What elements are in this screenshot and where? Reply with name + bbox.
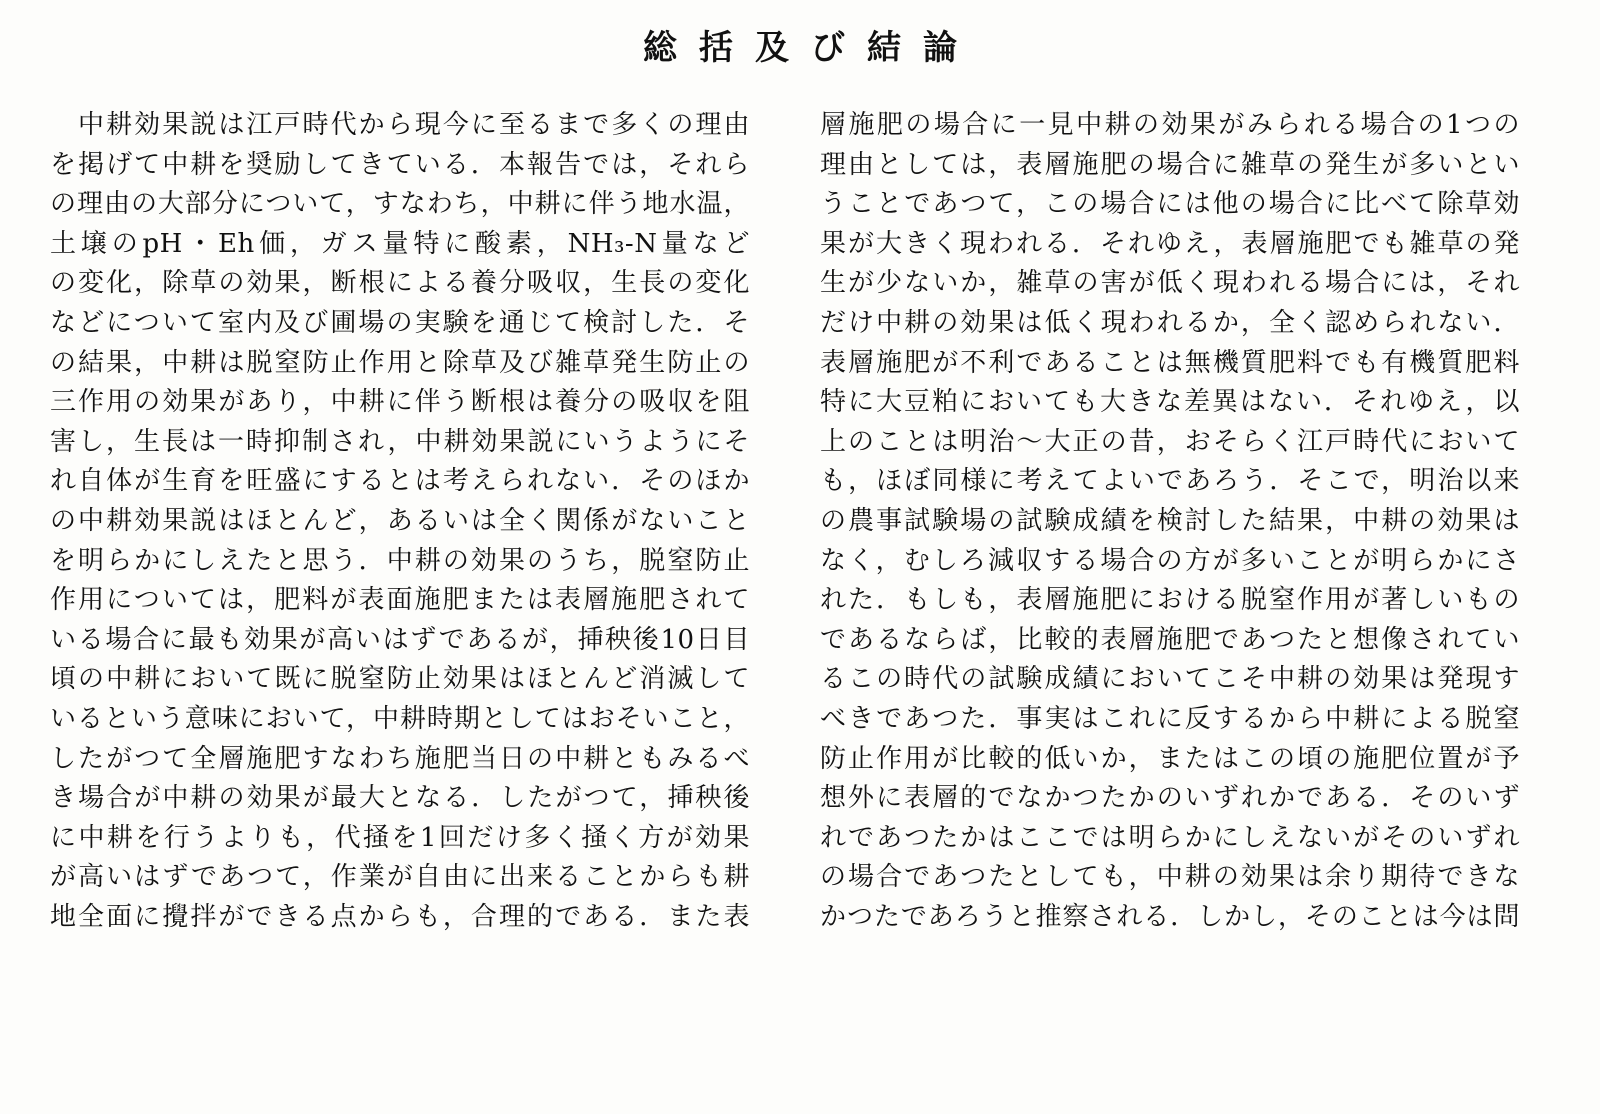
text-line: 中耕効果説は江戸時代から現今に至るまで多くの理由 — [50, 110, 750, 140]
text-line: が高いはずであつて，作業が自由に出来ることからも耕 — [50, 862, 750, 893]
text-line: などについて室内及び圃場の実験を通じて検討した．そ — [50, 307, 750, 338]
text-line: 害し，生長は一時抑制され，中耕効果説にいうようにそ — [50, 426, 750, 457]
text-line: だけ中耕の効果は低く現われるか，全く認められない． — [820, 307, 1520, 338]
left-text-column — [50, 106, 750, 937]
text-line: 層施肥の場合に一見中耕の効果がみられる場合の1つの — [820, 110, 1520, 140]
text-line: も，ほぼ同様に考えてよいであろう．そこで，明治以来 — [820, 466, 1520, 497]
text-line: れた．もしも，表層施肥における脱窒作用が著しいもの — [820, 585, 1520, 616]
text-line: に中耕を行うよりも，代掻を1回だけ多く掻く方が効果 — [50, 822, 750, 853]
text-line: 頃の中耕において既に脱窒防止効果はほとんど消滅して — [50, 664, 750, 695]
text-line: き場合が中耕の効果が最大となる．したがつて，挿秧後 — [50, 783, 750, 814]
text-line: 生が少ないか，雑草の害が低く現われる場合には，それ — [820, 268, 1520, 299]
text-line: の結果，中耕は脱窒防止作用と除草及び雑草発生防止の — [50, 347, 750, 378]
text-line: いる場合に最も効果が高いはずであるが，挿秧後10日目 — [50, 624, 750, 655]
text-line: れであつたかはここでは明らかにしえないがそのいずれ — [820, 822, 1520, 853]
text-line: の変化，除草の効果，断根による養分吸収，生長の変化 — [50, 268, 750, 299]
text-line: 防止作用が比較的低いか，またはこの頃の施肥位置が予 — [820, 743, 1520, 774]
text-line: るこの時代の試験成績においてこそ中耕の効果は発現す — [820, 664, 1520, 695]
text-line: の農事試験場の試験成績を検討した結果，中耕の効果は — [820, 505, 1520, 536]
text-line: 想外に表層的でなかつたかのいずれかである．そのいず — [820, 783, 1520, 814]
text-line: 果が大きく現われる．それゆえ，表層施肥でも雑草の発 — [820, 228, 1520, 259]
text-line: 土壌のpH・Eh価，ガス量特に酸素，NH₃-N量など — [50, 228, 750, 259]
text-line: の理由の大部分について，すなわち，中耕に伴う地水温， — [50, 189, 750, 220]
text-line: かつたであろうと推察される．しかし，そのことは今は問 — [820, 901, 1520, 932]
text-line: 特に大豆粕においても大きな差異はない．それゆえ，以 — [820, 387, 1520, 418]
text-line: いるという意味において，中耕時期としてはおそいこと， — [50, 703, 750, 734]
text-line: うことであつて，この場合には他の場合に比べて除草効 — [820, 189, 1520, 220]
text-line: 上のことは明治～大正の昔，おそらく江戸時代において — [820, 426, 1520, 457]
text-line: であるならば，比較的表層施肥であつたと想像されてい — [820, 624, 1520, 655]
right-text-column — [820, 106, 1520, 937]
text-line: 表層施肥が不利であることは無機質肥料でも有機質肥料 — [820, 347, 1520, 378]
text-line: べきであつた．事実はこれに反するから中耕による脱窒 — [820, 703, 1520, 734]
text-line: したがつて全層施肥すなわち施肥当日の中耕ともみるべ — [50, 743, 750, 774]
text-line: なく，むしろ減収する場合の方が多いことが明らかにさ — [820, 545, 1520, 576]
text-line: を明らかにしえたと思う．中耕の効果のうち，脱窒防止 — [50, 545, 750, 576]
text-line: の場合であつたとしても，中耕の効果は余り期待できな — [820, 862, 1520, 893]
text-line: 三作用の効果があり，中耕に伴う断根は養分の吸収を阻 — [50, 387, 750, 418]
text-line: の中耕効果説はほとんど，あるいは全く関係がないこと — [50, 505, 750, 536]
text-line: 理由としては，表層施肥の場合に雑草の発生が多いとい — [820, 149, 1520, 180]
text-line: を掲げて中耕を奨励してきている．本報告では，それら — [50, 149, 750, 180]
section-title: 総括及び結論 — [643, 28, 979, 68]
text-line: れ自体が生育を旺盛にするとは考えられない．そのほか — [50, 466, 750, 497]
text-line: 作用については，肥料が表面施肥または表層施肥されて — [50, 585, 750, 616]
text-line: 地全面に攪拌ができる点からも，合理的である．また表 — [50, 901, 750, 932]
